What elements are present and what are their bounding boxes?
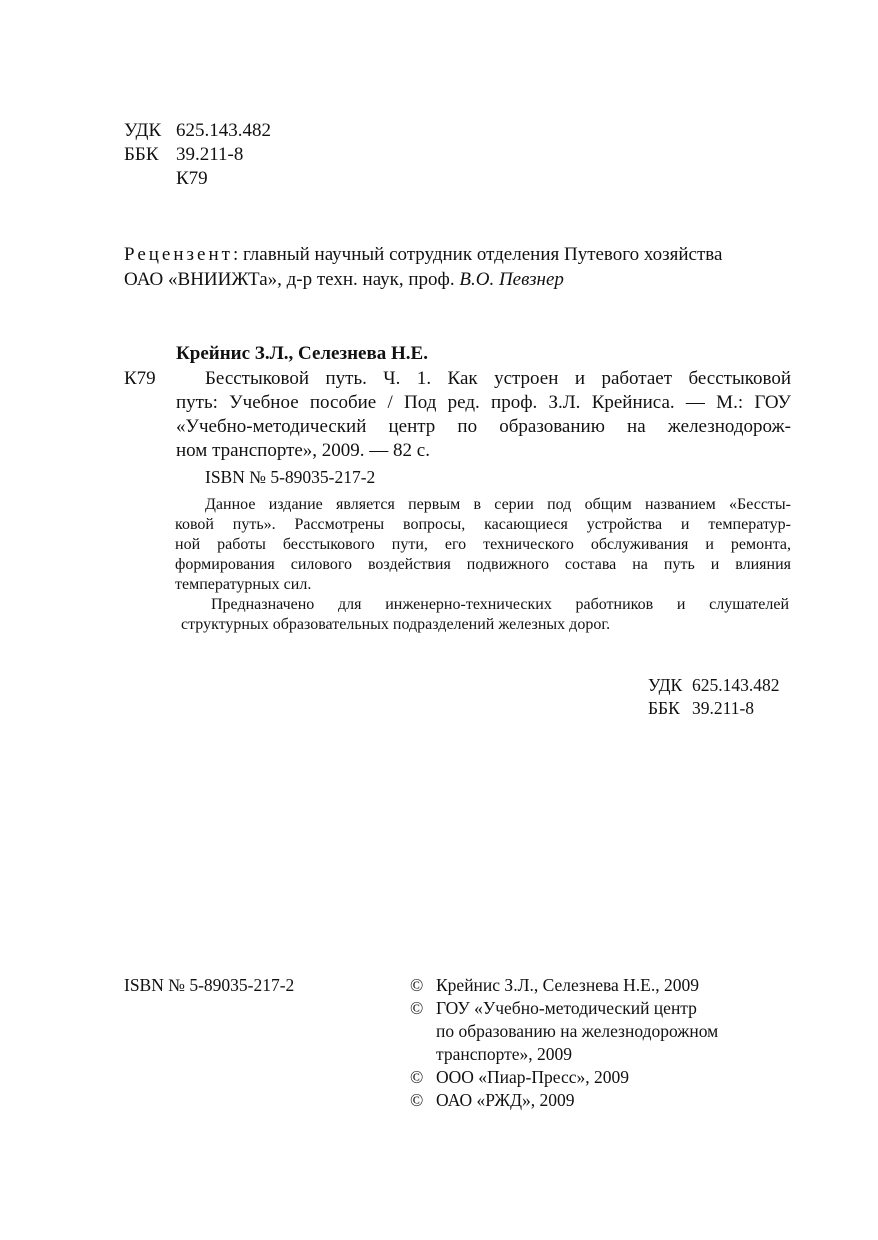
copyright-text: Крейнис З.Л., Селезнева Н.Е., 2009 (436, 975, 699, 995)
annotation-p1-line-4: формирования силового воздействия подвижного состава на путь и влияния (175, 556, 791, 573)
annotation-p1-line-5: температурных сил. (175, 576, 312, 593)
bbk-label-bottom: ББК (648, 698, 680, 718)
copyright-item (410, 997, 718, 1066)
copyright-text: ОАО «РЖД», 2009 (436, 1090, 575, 1110)
bib-title-line-2: путь: Учебное пособие / Под ред. проф. З.Л. Крейниса. — М.: ГОУ (176, 392, 791, 413)
annotation-p1-line-3: ной работы бесстыкового пути, его технического обслуживания и ремонта, (175, 536, 791, 553)
reviewer-org: ОАО «ВНИИЖТа», д-р техн. наук, проф. (124, 269, 455, 290)
copyright-symbol: © (410, 1090, 424, 1110)
udk-label: УДК (124, 120, 162, 141)
copyright-item (410, 1089, 718, 1112)
bbk-row-bottom (648, 697, 780, 720)
annotation-p1-line-1: Данное издание является первым в серии под общим названием «Бессты- (205, 496, 791, 513)
bib-author-mark: К79 (124, 368, 156, 389)
copyright-item (410, 1066, 718, 1089)
reviewer-name: В.О. Певзнер (459, 269, 564, 290)
footer-isbn: ISBN № 5-89035-217-2 (124, 975, 295, 995)
author-mark-top: К79 (176, 168, 208, 189)
bib-title-line-1: Бесстыковой путь. Ч. 1. Как устроен и работает бесстыковой (205, 368, 791, 389)
bib-title-line-4: ном транспорте», 2009. — 82 с. (176, 440, 430, 461)
copyright-symbol: © (410, 998, 424, 1018)
reviewer-label: Рецензент (124, 244, 233, 265)
udk-row-top (124, 119, 271, 143)
reviewer-line-1 (124, 243, 722, 267)
udk-row-bottom (648, 674, 780, 697)
annotation-p2-line-1: Предназначено для инженерно-технических работников и слушателей (211, 596, 789, 613)
bbk-label: ББК (124, 144, 159, 165)
copyright-item (410, 974, 718, 997)
author-mark-row-top (124, 167, 271, 191)
udk-label-bottom: УДК (648, 675, 683, 695)
reviewer-position: : главный научный сотрудник отделения Путевого хозяйства (232, 244, 723, 265)
annotation-p2-line-2: структурных образовательных подразделений железных дорог. (181, 616, 611, 633)
bbk-value: 39.211-8 (176, 144, 244, 165)
copyright-list (410, 974, 718, 1112)
bib-isbn: ISBN № 5-89035-217-2 (205, 467, 376, 487)
annotation (175, 495, 791, 635)
copyright-text: по образованию на железнодорожном (436, 1021, 719, 1041)
copyright-symbol: © (410, 1067, 424, 1087)
top-classification-block (124, 119, 271, 191)
copyright-text: ООО «Пиар-Пресс», 2009 (436, 1067, 630, 1087)
copyright-text: транспорте», 2009 (436, 1044, 573, 1064)
reviewer-line-2 (124, 268, 564, 292)
bbk-row-top (124, 143, 271, 167)
bottom-classification-block (648, 674, 780, 720)
copyright-text: ГОУ «Учебно-методический центр (436, 998, 697, 1018)
bib-title-line-3: «Учебно-методический центр по образованию на железнодорож- (176, 416, 791, 437)
copyright-symbol: © (410, 975, 424, 995)
udk-value-bottom: 625.143.482 (692, 675, 780, 695)
annotation-p1-line-2: ковой путь». Рассмотрены вопросы, касающиеся устройства и температур- (175, 516, 791, 533)
udk-value: 625.143.482 (176, 120, 271, 141)
bbk-value-bottom: 39.211-8 (692, 698, 755, 718)
bib-authors: Крейнис З.Л., Селезнева Н.Е. (176, 343, 428, 364)
